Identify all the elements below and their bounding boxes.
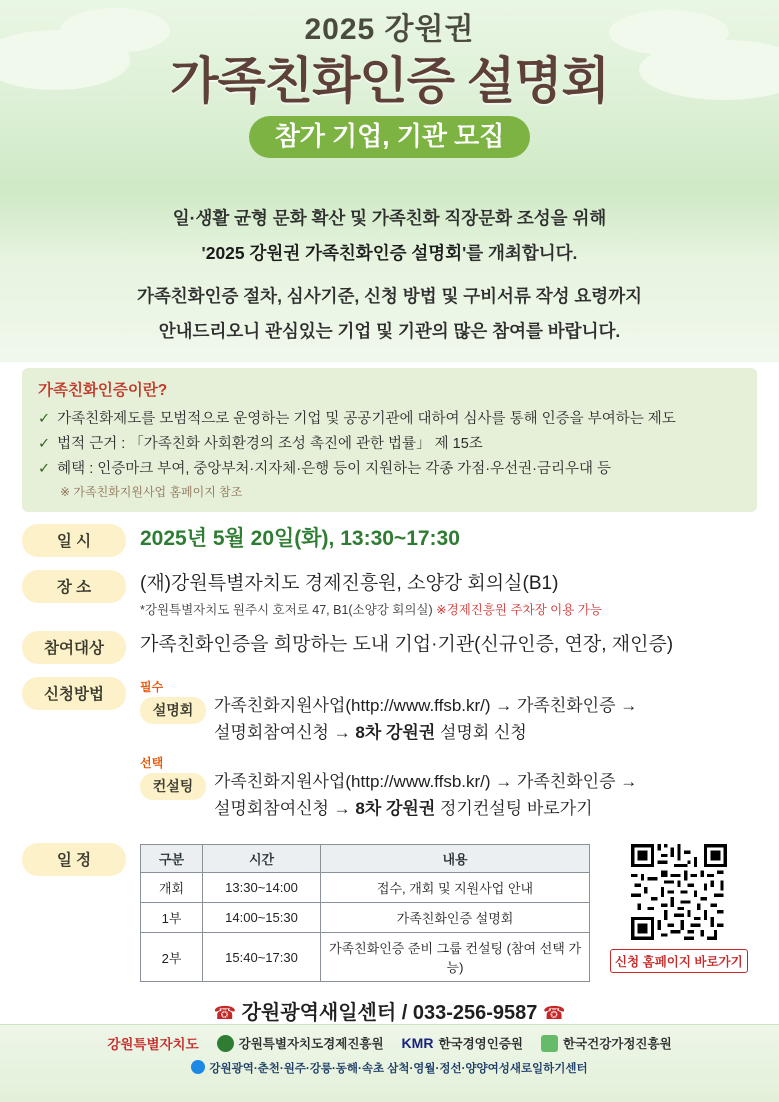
table-row: [141, 903, 590, 933]
cell-time: 13:30~14:00: [203, 873, 321, 903]
definition-item-3: [38, 457, 741, 482]
col-header-category: 구분: [141, 845, 203, 873]
page-title: 가족친화인증 설명회: [170, 53, 609, 109]
apply-optional-line2-bold: 8차 강원권: [355, 799, 436, 818]
col-header-time: 시간: [203, 845, 321, 873]
apply-required-line2-pre: 설명회참여신청 →: [214, 723, 356, 742]
cell-category: 2부: [141, 933, 203, 982]
leaf-icon: [217, 1035, 234, 1052]
contact-line: [22, 996, 757, 1025]
apply-optional-tag: 선택: [140, 756, 164, 770]
logo-kihf: [541, 1034, 672, 1052]
row-target: [22, 631, 757, 664]
qr-section[interactable]: [610, 844, 748, 973]
sponsor-logos: [0, 1033, 779, 1053]
header-subtitle-badge: 참가 기업, 기관 모집: [249, 116, 531, 158]
logo-gangwon-economy: [217, 1034, 384, 1052]
phone-icon: ☎: [542, 1003, 566, 1023]
globe-icon: [191, 1060, 205, 1074]
check-icon: ✓: [38, 411, 51, 427]
apply-optional-line2-pre: 설명회참여신청 →: [214, 799, 356, 818]
contact-text: 강원광역새일센터 / 033-256-9587: [241, 1002, 538, 1024]
value-place-address: [140, 600, 757, 618]
logo-kihf-label: 한국건강가정진흥원: [562, 1037, 672, 1051]
apply-optional-block: [140, 754, 757, 822]
apply-required-tag: 필수: [140, 680, 164, 694]
intro-quote-open: ': [201, 243, 206, 263]
qr-code-icon[interactable]: [631, 844, 727, 940]
logo-kmr: [402, 1034, 523, 1052]
table-header-row: [141, 845, 590, 873]
row-schedule: [22, 843, 757, 982]
poster-footer: [0, 1024, 779, 1102]
check-icon: ✓: [38, 436, 51, 452]
value-target: 가족친화인증을 희망하는 도내 기업·기관(신규인증, 연장, 재인증): [140, 634, 674, 655]
logo-kmr-mark: KMR: [401, 1035, 434, 1051]
definition-item-2: [38, 432, 741, 457]
apply-required-pill: 설명회: [140, 697, 206, 724]
place-parking-note: ※경제진흥원 주차장 이용 가능: [436, 603, 602, 617]
apply-required-line-2: [214, 719, 757, 746]
intro-line-1: 일·생활 균형 문화 확산 및 가족친화 직장문화 조성을 위해: [172, 208, 607, 228]
value-place: (재)강원특별자치도 경제진흥원, 소양강 회의실(B1): [140, 573, 559, 594]
intro-line-3: 가족친화인증 절차, 심사기준, 신청 방법 및 구비서류 작성 요령까지: [136, 286, 643, 306]
footer-note-text: 강원광역·춘천·원주·강릉·동해·속초 삼척·영월·정선·양양여성새로일하기센터: [209, 1063, 588, 1075]
col-header-content: 내용: [321, 845, 590, 873]
intro-event-name: 2025 강원권 가족친화인증 설명회: [205, 243, 463, 263]
definition-item-2-text: 법적 근거 : 「가족친화 사회환경의 조성 촉진에 관한 법률」 제 15조: [57, 436, 483, 452]
cell-content: 가족친화인증 준비 그룹 컨설팅 (참여 선택 가능): [321, 933, 590, 982]
apply-optional-line-2: [214, 795, 757, 822]
logo-gangwon: [107, 1033, 198, 1053]
apply-required-block: [140, 678, 757, 746]
row-datetime: [22, 524, 757, 557]
table-row: [141, 873, 590, 903]
check-icon: ✓: [38, 461, 51, 477]
cell-content: 가족친화인증 설명회: [321, 903, 590, 933]
poster-header: [0, 0, 779, 190]
header-year: 2025 강원권: [304, 13, 475, 46]
cell-content: 접수, 개회 및 지원사업 안내: [321, 873, 590, 903]
logo-kmr-label: 한국경영인증원: [438, 1037, 523, 1051]
label-datetime: 일 시: [22, 524, 126, 557]
definition-box: [22, 368, 757, 512]
row-place: [22, 570, 757, 618]
intro-quote-close: '를 개최합니다.: [462, 243, 578, 263]
apply-required-line2-bold: 8차 강원권: [355, 723, 436, 742]
intro-section: [0, 190, 779, 362]
label-place: 장 소: [22, 570, 126, 603]
cell-time: 14:00~15:30: [203, 903, 321, 933]
cell-category: 1부: [141, 903, 203, 933]
phone-icon: ☎: [213, 1003, 237, 1023]
footer-note: [0, 1060, 779, 1076]
cell-category: 개회: [141, 873, 203, 903]
intro-line-4: 안내드리오니 관심있는 기업 및 기관의 많은 참여를 바랍니다.: [158, 321, 621, 341]
intro-line-2: [30, 239, 749, 268]
table-row: [141, 933, 590, 982]
label-apply: 신청방법: [22, 677, 126, 710]
definition-item-1-text: 가족친화제도를 모범적으로 운영하는 기업 및 공공기관에 대하여 심사를 통해 인증을 부여하는 제도: [57, 411, 676, 427]
details-section: [0, 512, 779, 1025]
qr-caption[interactable]: 신청 홈페이지 바로가기: [610, 949, 748, 973]
apply-required-line2-post: 설명회 신청: [435, 723, 527, 742]
definition-note: ※ 가족친화지원사업 홈페이지 참조: [60, 485, 243, 499]
place-address-text: *강원특별자치도 원주시 호저로 47, B1(소양강 회의실): [140, 603, 433, 617]
house-icon: [541, 1035, 558, 1052]
apply-required-text: [214, 678, 757, 746]
label-schedule: 일 정: [22, 843, 126, 876]
apply-optional-pill: 컨설팅: [140, 773, 206, 800]
apply-required-line-1: 가족친화지원사업(http://www.ffsb.kr/) → 가족친화인증 →: [214, 696, 638, 715]
apply-optional-line-1: 가족친화지원사업(http://www.ffsb.kr/) → 가족친화인증 →: [214, 772, 638, 791]
row-apply: [22, 677, 757, 830]
cell-time: 15:40~17:30: [203, 933, 321, 982]
apply-optional-text: [214, 754, 757, 822]
logo-gangwon-label: 강원특별자치도: [107, 1037, 199, 1052]
schedule-table: [140, 844, 590, 982]
definition-item-3-text: 혜택 : 인증마크 부여, 중앙부처·지자체·은행 등이 지원하는 각종 가점·우선권·금리우대 등: [57, 461, 612, 477]
apply-optional-line2-post: 정기컨설팅 바로가기: [435, 799, 593, 818]
definition-item-1: [38, 407, 741, 432]
value-datetime: 2025년 5월 20일(화), 13:30~17:30: [140, 527, 460, 550]
logo-gangwon-economy-label: 강원특별자치도경제진흥원: [238, 1037, 384, 1051]
definition-title: 가족친화인증이란?: [38, 382, 168, 399]
label-target: 참여대상: [22, 631, 126, 664]
